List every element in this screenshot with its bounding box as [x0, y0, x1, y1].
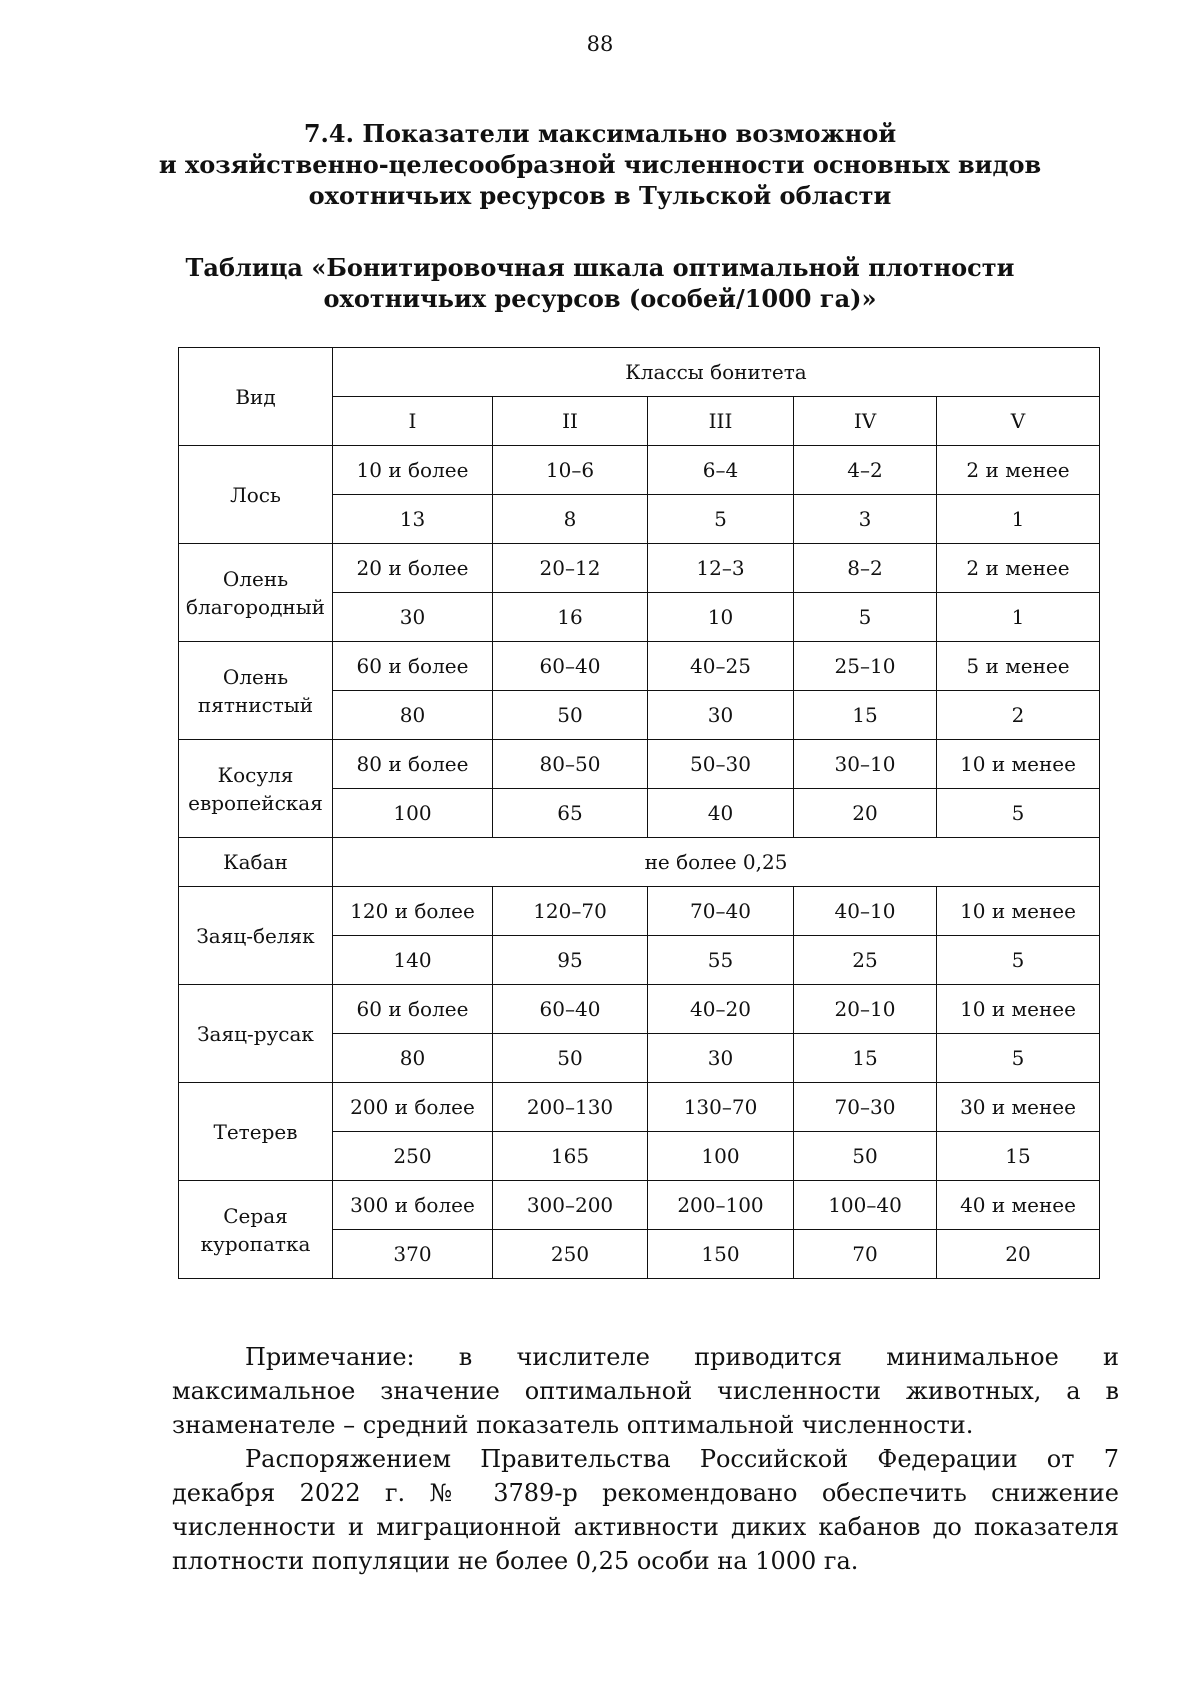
range-cell: 60 и более [333, 985, 493, 1034]
class-header: V [937, 397, 1100, 446]
species-header: Вид [179, 348, 333, 446]
species-name-line: европейская [188, 790, 323, 815]
average-cell: 150 [648, 1230, 794, 1279]
average-cell: 5 [937, 1034, 1100, 1083]
average-cell: 55 [648, 936, 794, 985]
class-header: IV [794, 397, 937, 446]
average-cell: 50 [794, 1132, 937, 1181]
table-row [179, 1181, 1100, 1230]
class-header: I [333, 397, 493, 446]
species-cell [179, 544, 333, 642]
table-row [179, 740, 1100, 789]
note-paragraph: Распоряжением Правительства Российской Федерации от 7 декабря 2022 г. № 3789-р рекомендовано обеспечить снижение численности и миграционной активности диких кабанов до показателя плотности популяции не более 0,25 особи на 1000 га. [172, 1445, 1119, 1575]
species-name-line: Олень [222, 566, 289, 591]
range-cell: 200–100 [648, 1181, 794, 1230]
section-title-line: 7.4. Показатели максимально возможной [303, 119, 897, 148]
species-name-line: пятнистый [197, 692, 314, 717]
notes [172, 1340, 1119, 1578]
range-cell: 5 и менее [937, 642, 1100, 691]
species-name-line: Лось [230, 482, 281, 507]
range-cell: 300 и более [333, 1181, 493, 1230]
range-cell: 120–70 [493, 887, 648, 936]
table-row [179, 544, 1100, 593]
range-cell: 6–4 [648, 446, 794, 495]
range-cell: 2 и менее [937, 446, 1100, 495]
range-cell: 200–130 [493, 1083, 648, 1132]
range-cell: 60–40 [493, 642, 648, 691]
range-cell: 70–30 [794, 1083, 937, 1132]
range-cell: 60–40 [493, 985, 648, 1034]
average-cell: 16 [493, 593, 648, 642]
table-row [179, 887, 1100, 936]
species-name-line: Заяц-русак [197, 1021, 314, 1046]
species-cell [179, 740, 333, 838]
average-cell: 8 [493, 495, 648, 544]
average-cell: 1 [937, 593, 1100, 642]
range-cell: 20–10 [794, 985, 937, 1034]
average-cell: 5 [937, 936, 1100, 985]
range-cell: 120 и более [333, 887, 493, 936]
range-cell: 300–200 [493, 1181, 648, 1230]
average-cell: 13 [333, 495, 493, 544]
range-cell: 70–40 [648, 887, 794, 936]
species-name-line: Серая [223, 1203, 288, 1228]
bonitet-table [178, 347, 1100, 1279]
average-cell: 10 [648, 593, 794, 642]
species-name-line: Тетерев [213, 1119, 298, 1144]
average-cell: 30 [648, 691, 794, 740]
average-cell: 100 [333, 789, 493, 838]
table-row [179, 446, 1100, 495]
range-cell: 10–6 [493, 446, 648, 495]
species-name-line: Косуля [217, 762, 294, 787]
species-name-line: благородный [186, 594, 325, 619]
average-cell: 250 [493, 1230, 648, 1279]
average-cell: 5 [794, 593, 937, 642]
average-cell: 100 [648, 1132, 794, 1181]
average-cell: 80 [333, 1034, 493, 1083]
average-cell: 25 [794, 936, 937, 985]
average-cell: 80 [333, 691, 493, 740]
range-cell: 30 и менее [937, 1083, 1100, 1132]
average-cell: 50 [493, 1034, 648, 1083]
table-row [179, 985, 1100, 1034]
page-number: 88 [586, 32, 614, 56]
section-title-line: и хозяйственно-целесообразной численности основных видов [158, 150, 1042, 179]
range-cell: 40–20 [648, 985, 794, 1034]
average-cell: 95 [493, 936, 648, 985]
average-cell: 5 [648, 495, 794, 544]
average-cell: 140 [333, 936, 493, 985]
species-cell [179, 446, 333, 544]
section-title [150, 118, 1050, 211]
range-cell: 200 и более [333, 1083, 493, 1132]
species-cell [179, 1083, 333, 1181]
range-cell: 25–10 [794, 642, 937, 691]
range-cell: 80–50 [493, 740, 648, 789]
average-cell: 20 [937, 1230, 1100, 1279]
range-cell: 10 и более [333, 446, 493, 495]
range-cell: 100–40 [794, 1181, 937, 1230]
merged-value-cell: не более 0,25 [333, 838, 1100, 887]
average-cell: 30 [648, 1034, 794, 1083]
range-cell: 80 и более [333, 740, 493, 789]
range-cell: 40–25 [648, 642, 794, 691]
table-row [179, 642, 1100, 691]
range-cell: 50–30 [648, 740, 794, 789]
range-cell: 30–10 [794, 740, 937, 789]
range-cell: 40–10 [794, 887, 937, 936]
class-header: II [493, 397, 648, 446]
table-caption-line: охотничьих ресурсов (особей/1000 га)» [323, 284, 877, 313]
average-cell: 370 [333, 1230, 493, 1279]
species-cell [179, 985, 333, 1083]
average-cell: 5 [937, 789, 1100, 838]
range-cell: 20 и более [333, 544, 493, 593]
note-paragraph: Примечание: в числителе приводится минимальное и максимальное значение оптимальной численности животных, а в знаменателе – средний показатель оптимальной численности. [172, 1343, 1119, 1439]
average-cell: 30 [333, 593, 493, 642]
species-cell [179, 642, 333, 740]
average-cell: 2 [937, 691, 1100, 740]
average-cell: 3 [794, 495, 937, 544]
table-caption [150, 252, 1050, 314]
range-cell: 20–12 [493, 544, 648, 593]
range-cell: 40 и менее [937, 1181, 1100, 1230]
range-cell: 60 и более [333, 642, 493, 691]
range-cell: 130–70 [648, 1083, 794, 1132]
range-cell: 10 и менее [937, 985, 1100, 1034]
table-row [179, 838, 1100, 887]
species-name-line: Заяц-беляк [196, 923, 315, 948]
species-name-line: куропатка [200, 1231, 311, 1256]
average-cell: 50 [493, 691, 648, 740]
range-cell: 8–2 [794, 544, 937, 593]
average-cell: 250 [333, 1132, 493, 1181]
classes-header: Классы бонитета [333, 348, 1100, 397]
average-cell: 15 [937, 1132, 1100, 1181]
average-cell: 20 [794, 789, 937, 838]
species-cell: Кабан [179, 838, 333, 887]
average-cell: 165 [493, 1132, 648, 1181]
table-caption-line: Таблица «Бонитировочная шкала оптимальной плотности [185, 253, 1015, 282]
average-cell: 1 [937, 495, 1100, 544]
range-cell: 12–3 [648, 544, 794, 593]
range-cell: 10 и менее [937, 740, 1100, 789]
table-row [179, 1083, 1100, 1132]
section-title-line: охотничьих ресурсов в Тульской области [308, 181, 892, 210]
species-cell [179, 1181, 333, 1279]
table-header-row [179, 348, 1100, 397]
range-cell: 2 и менее [937, 544, 1100, 593]
average-cell: 65 [493, 789, 648, 838]
range-cell: 10 и менее [937, 887, 1100, 936]
average-cell: 15 [794, 691, 937, 740]
species-name-line: Олень [222, 664, 289, 689]
average-cell: 70 [794, 1230, 937, 1279]
species-cell [179, 887, 333, 985]
average-cell: 40 [648, 789, 794, 838]
range-cell: 4–2 [794, 446, 937, 495]
class-header: III [648, 397, 794, 446]
average-cell: 15 [794, 1034, 937, 1083]
